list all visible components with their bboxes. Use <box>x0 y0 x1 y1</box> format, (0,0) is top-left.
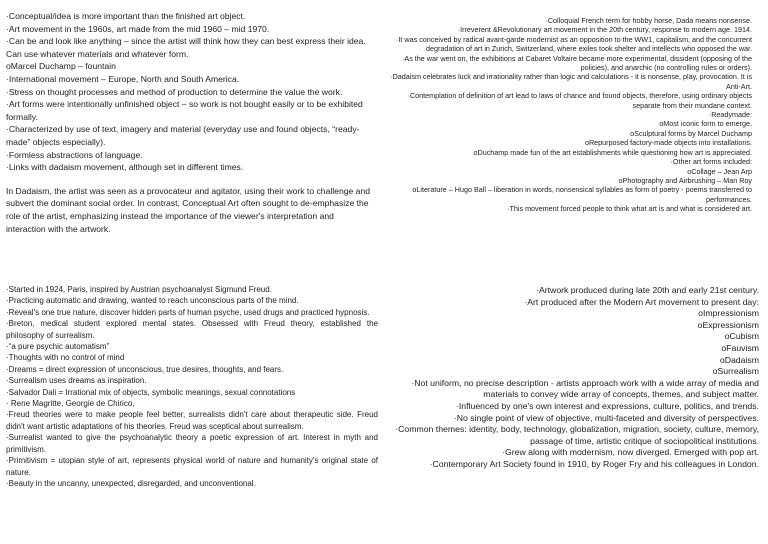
note-line: ·This movement forced people to think what art is and what is considered art. <box>507 204 752 214</box>
note-line: oCubism <box>724 331 759 342</box>
note-line: ·Dreams = direct expression of unconscious, true desires, thoughts, and fears. <box>6 364 284 374</box>
note-line: oSurrealism <box>712 366 759 377</box>
note-line: ·Irreverent &Revolutionary art movement in the 20th century, response to modern age. 1914. <box>457 25 752 35</box>
note-line: oImpressionism <box>698 308 759 319</box>
note-line: ·Can be and look like anything – since the artist will think how they can best express their idea. Can use whatever materials and whatever form. <box>6 36 366 59</box>
note-line: ·Art forms were intentionally unfinished object – so work is not bought easily or to be exhibited formally. <box>6 99 363 122</box>
note-line: oLiterature – Hugo Ball – liberation in words, nonsensical syllables as form of poetry - poems transferred to performances. <box>412 185 752 204</box>
note-line: oMarcel Duchamp – fountain <box>6 61 116 72</box>
note-line: ·Practicing automatic and drawing, wanted to reach unconscious parts of the mind. <box>6 296 299 306</box>
note-line: ·Links with dadaism movement, although set in different times. <box>6 162 244 173</box>
note-line: ·Contemporary Art Society found in 1910, by Roger Fry and his colleagues in London. <box>429 458 759 469</box>
note-line: ·“a pure psychic automatism” <box>6 342 110 352</box>
note-line: oFauvism <box>721 342 759 353</box>
note-line: ·Primitivism = utopian style of art, represents physical world of nature and humanity's original state of nature. <box>6 456 378 477</box>
note-line: · Rene Magritte, Georgie de Chirico, <box>6 399 135 409</box>
note-line: oExpressionism <box>697 319 759 330</box>
dadaism-notes <box>388 16 752 214</box>
note-line: ·Freud theories were to make people feel better, surrealists didn't care about therapeutic side. Freud didn't want artistic adaptations of his theories. Freud was sceptical about surrealism. <box>6 410 378 431</box>
note-line: ·Characterized by use of text, imagery and material (everyday use and found objects, “ready-made” objects especially). <box>6 124 360 147</box>
note-line: ·Stress on thought processes and method of production to determine the value the work. <box>6 86 343 97</box>
note-line: oRepurposed factory-made objects into installations. <box>584 138 752 148</box>
note-line: oMost iconic form to emerge. <box>659 119 752 129</box>
note-line: ·Readymade: <box>708 110 752 120</box>
note-line: ·Artwork produced during late 20th and early 21st century. <box>536 285 759 295</box>
surrealism-notes <box>6 284 378 489</box>
note-line: ·Breton, medical student explored mental states. Obsessed with Freud theory, established the philosophy of surrealism. <box>6 319 378 340</box>
note-line: ·Contemplation of definition of art lead to laws of chance and found objects, therefore, using ordinary objects separate from their mundane context. <box>407 91 752 110</box>
note-line: ·Reveal's one true nature, discover hidden parts of human psyche, used drugs and practiced hypnosis. <box>6 307 370 317</box>
note-line: ·Started in 1924, Paris, inspired by Austrian psychoanalyst Sigmund Freud. <box>6 285 272 294</box>
note-line: ·International movement – Europe, North and South America. <box>6 73 240 84</box>
note-line: ·Beauty in the uncanny, unexpected, disregarded, and unconventional. <box>6 478 256 488</box>
note-line: ·Colloquial French term for hobby horse, Dada means nonsense. <box>545 16 752 25</box>
note-line: oSculptural forms by Marcel Duchamp <box>630 128 752 138</box>
note-line: oPhotography and Airbrushing – Man Roy <box>618 175 752 185</box>
note-line: ·Art movement in the 1960s, art made from the mid 1960 – mid 1970. <box>6 23 270 34</box>
note-line: ·Conceptual/idea is more important than the finished art object. <box>6 11 246 21</box>
note-line: ·Surrealism uses dreams as inspiration. <box>6 376 147 386</box>
note-line: ·It was conceived by radical avant-garde modernist as an opposition to the WW1, capitalism, and the concurrent degradation of art in Zurich, Switzerland, where exiles took shelter and intellects who opposed the war. <box>396 34 752 54</box>
note-line: ·Other art forms included: <box>670 157 752 167</box>
comparison-paragraph: In Dadaism, the artist was seen as a provocateur and agitator, using their work to challenge and subvert the dominant social order. In contrast, Conceptual Art often sought to de-emphasize the role of the artist, emphasizing instead the importance of the viewer's interpretation and interaction with the artwork. <box>6 185 371 234</box>
note-line: ·No single point of view of objective, multi-faceted and diversity of perspectives. <box>453 412 759 423</box>
note-line: ·Surrealist wanted to give the psychoanalytic theory a poetic expression of art. Interest in myth and primitivism. <box>6 433 378 454</box>
contemporary-art-notes <box>384 285 759 471</box>
note-line: ·As the war went on, the exhibitions at Cabaret Voltaire became more experimental, dissident (opposing of the policies), and anarchic (no controlling rules or orders). <box>402 53 752 73</box>
note-line: oDuchamp made fun of the art establishments while questioning how art is appreciated. <box>473 147 752 157</box>
note-line: oDadaism <box>719 354 759 365</box>
note-line: oCollage – Jean Arp <box>687 166 752 176</box>
note-line: ·Thoughts with no control of mind <box>6 353 125 363</box>
conceptual-art-notes <box>6 10 374 244</box>
note-line: ·Formless abstractions of language. <box>6 149 143 160</box>
note-line: ·Grew along with modernism, now diverged. Emerged with pop art. <box>502 447 759 458</box>
note-line: ·Influenced by one's own interest and expressions, culture, politics, and trends. <box>456 400 759 411</box>
note-line: ·Dadaism celebrates luck and irrationality rather than logic and calculations - it is nonsense, play, provocation. It is Anti-Art. <box>390 72 752 91</box>
note-line: ·Not uniform, no precise description - artists approach work with a wide array of media and materials to convey wide array of concepts, themes, and subject matter. <box>411 377 759 400</box>
note-line: ·Salvador Dali = Irrational mix of objects, symbolic meanings, sexual connotations <box>6 387 296 397</box>
note-line: ·Common themes: identity, body, technology, globalization, migration, society, culture, memory, passage of time, artistic critique of sociopolitical institutions. <box>395 424 759 446</box>
note-line: ·Art produced after the Modern Art movement to present day: <box>524 296 759 307</box>
